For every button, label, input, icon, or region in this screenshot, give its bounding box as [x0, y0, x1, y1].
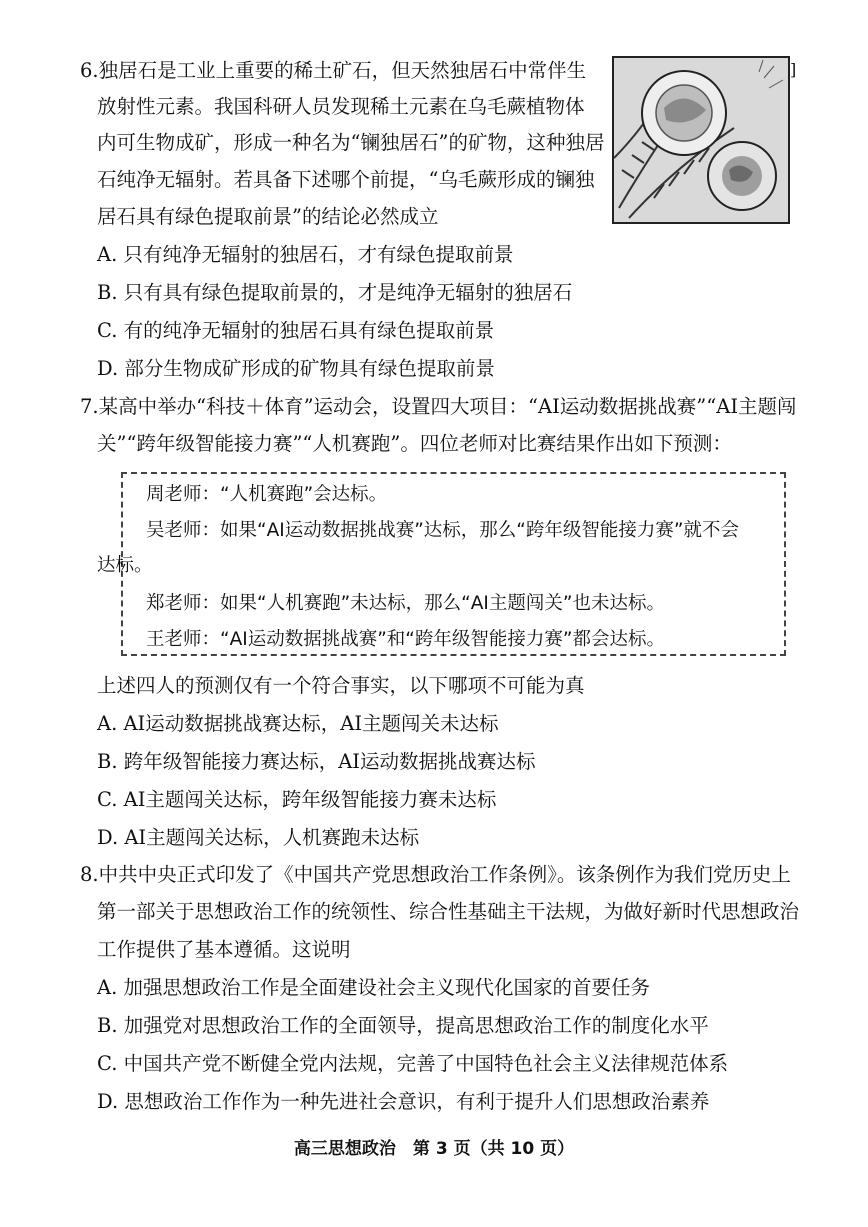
prediction-wang: 王老师：“AI运动数据挑战赛”和“跨年级智能接力赛”都会达标。 — [146, 629, 665, 650]
q7-option-b: B. 跨年级智能接力赛达标，AI运动数据挑战赛达标 — [97, 750, 536, 773]
q7-stem-line-2: 关”“跨年级智能接力赛”“人机赛跑”。四位老师对比赛结果作出如下预测： — [97, 432, 732, 455]
q7-option-a: A. AI运动数据挑战赛达标，AI主题闯关未达标 — [97, 712, 499, 735]
q7-option-c: C. AI主题闯关达标，跨年级智能接力赛未达标 — [97, 788, 497, 811]
q6-stem-line-5: 居石具有绿色提取前景”的结论必然成立 — [97, 205, 439, 228]
q8-stem-line-3: 工作提供了基本遵循。这说明 — [97, 938, 351, 961]
q7-question: 上述四人的预测仅有一个符合事实，以下哪项不可能为真 — [97, 674, 585, 697]
q8-stem-line-2: 第一部关于思想政治工作的统领性、综合性基础主干法规，为做好新时代思想政治 — [97, 900, 800, 923]
page-footer: 高三思想政治 第 3 页（共 10 页） — [293, 1139, 575, 1159]
corner-mark: ] — [790, 60, 797, 79]
q8-option-c: C. 中国共产党不断健全党内法规，完善了中国特色社会主义法律规范体系 — [97, 1052, 729, 1075]
q8-option-b: B. 加强党对思想政治工作的全面领导，提高思想政治工作的制度化水平 — [97, 1014, 709, 1037]
q7-stem-line-1: 7.某高中举办“科技＋体育”运动会，设置四大项目：“AI运动数据挑战赛”“AI主题闯 — [80, 395, 797, 418]
q8-option-a: A. 加强思想政治工作是全面建设社会主义现代化国家的首要任务 — [97, 976, 650, 999]
q8-stem-line-1: 8.中共中央正式印发了《中国共产党思想政治工作条例》。该条例作为我们党历史上 — [80, 863, 791, 886]
prediction-wu-continued: 达标。 — [97, 555, 153, 576]
q6-stem-line-1: 6.独居石是工业上重要的稀土矿石，但天然独居石中常伴生 — [80, 59, 587, 82]
q6-stem-line-3: 内可生物成矿，形成一种名为“镧独居石”的矿物，这种独居 — [97, 131, 605, 154]
fern-mineral-illustration — [614, 58, 788, 222]
q6-option-d: D. 部分生物成矿形成的矿物具有绿色提取前景 — [97, 357, 495, 380]
prediction-zhou: 周老师：“人机赛跑”会达标。 — [146, 484, 388, 505]
prediction-zheng: 郑老师：如果“人机赛跑”未达标，那么“AI主题闯关”也未达标。 — [146, 593, 665, 614]
q8-option-d: D. 思想政治工作作为一种先进社会意识，有利于提升人们思想政治素养 — [97, 1090, 710, 1113]
q6-option-b: B. 只有具有绿色提取前景的，才是纯净无辐射的独居石 — [97, 281, 573, 304]
q6-option-c: C. 有的纯净无辐射的独居石具有绿色提取前景 — [97, 319, 495, 342]
q7-option-d: D. AI主题闯关达标，人机赛跑未达标 — [97, 826, 420, 849]
q6-stem-line-4: 石纯净无辐射。若具备下述哪个前提，“乌毛蕨形成的镧独 — [97, 168, 595, 191]
q6-option-a: A. 只有纯净无辐射的独居石，才有绿色提取前景 — [97, 243, 514, 266]
q6-stem-line-2: 放射性元素。我国科研人员发现稀土元素在乌毛蕨植物体 — [97, 95, 585, 118]
fern-mineral-photo — [612, 56, 790, 224]
prediction-wu: 吴老师：如果“AI运动数据挑战赛”达标，那么“跨年级智能接力赛”就不会 — [146, 520, 739, 541]
